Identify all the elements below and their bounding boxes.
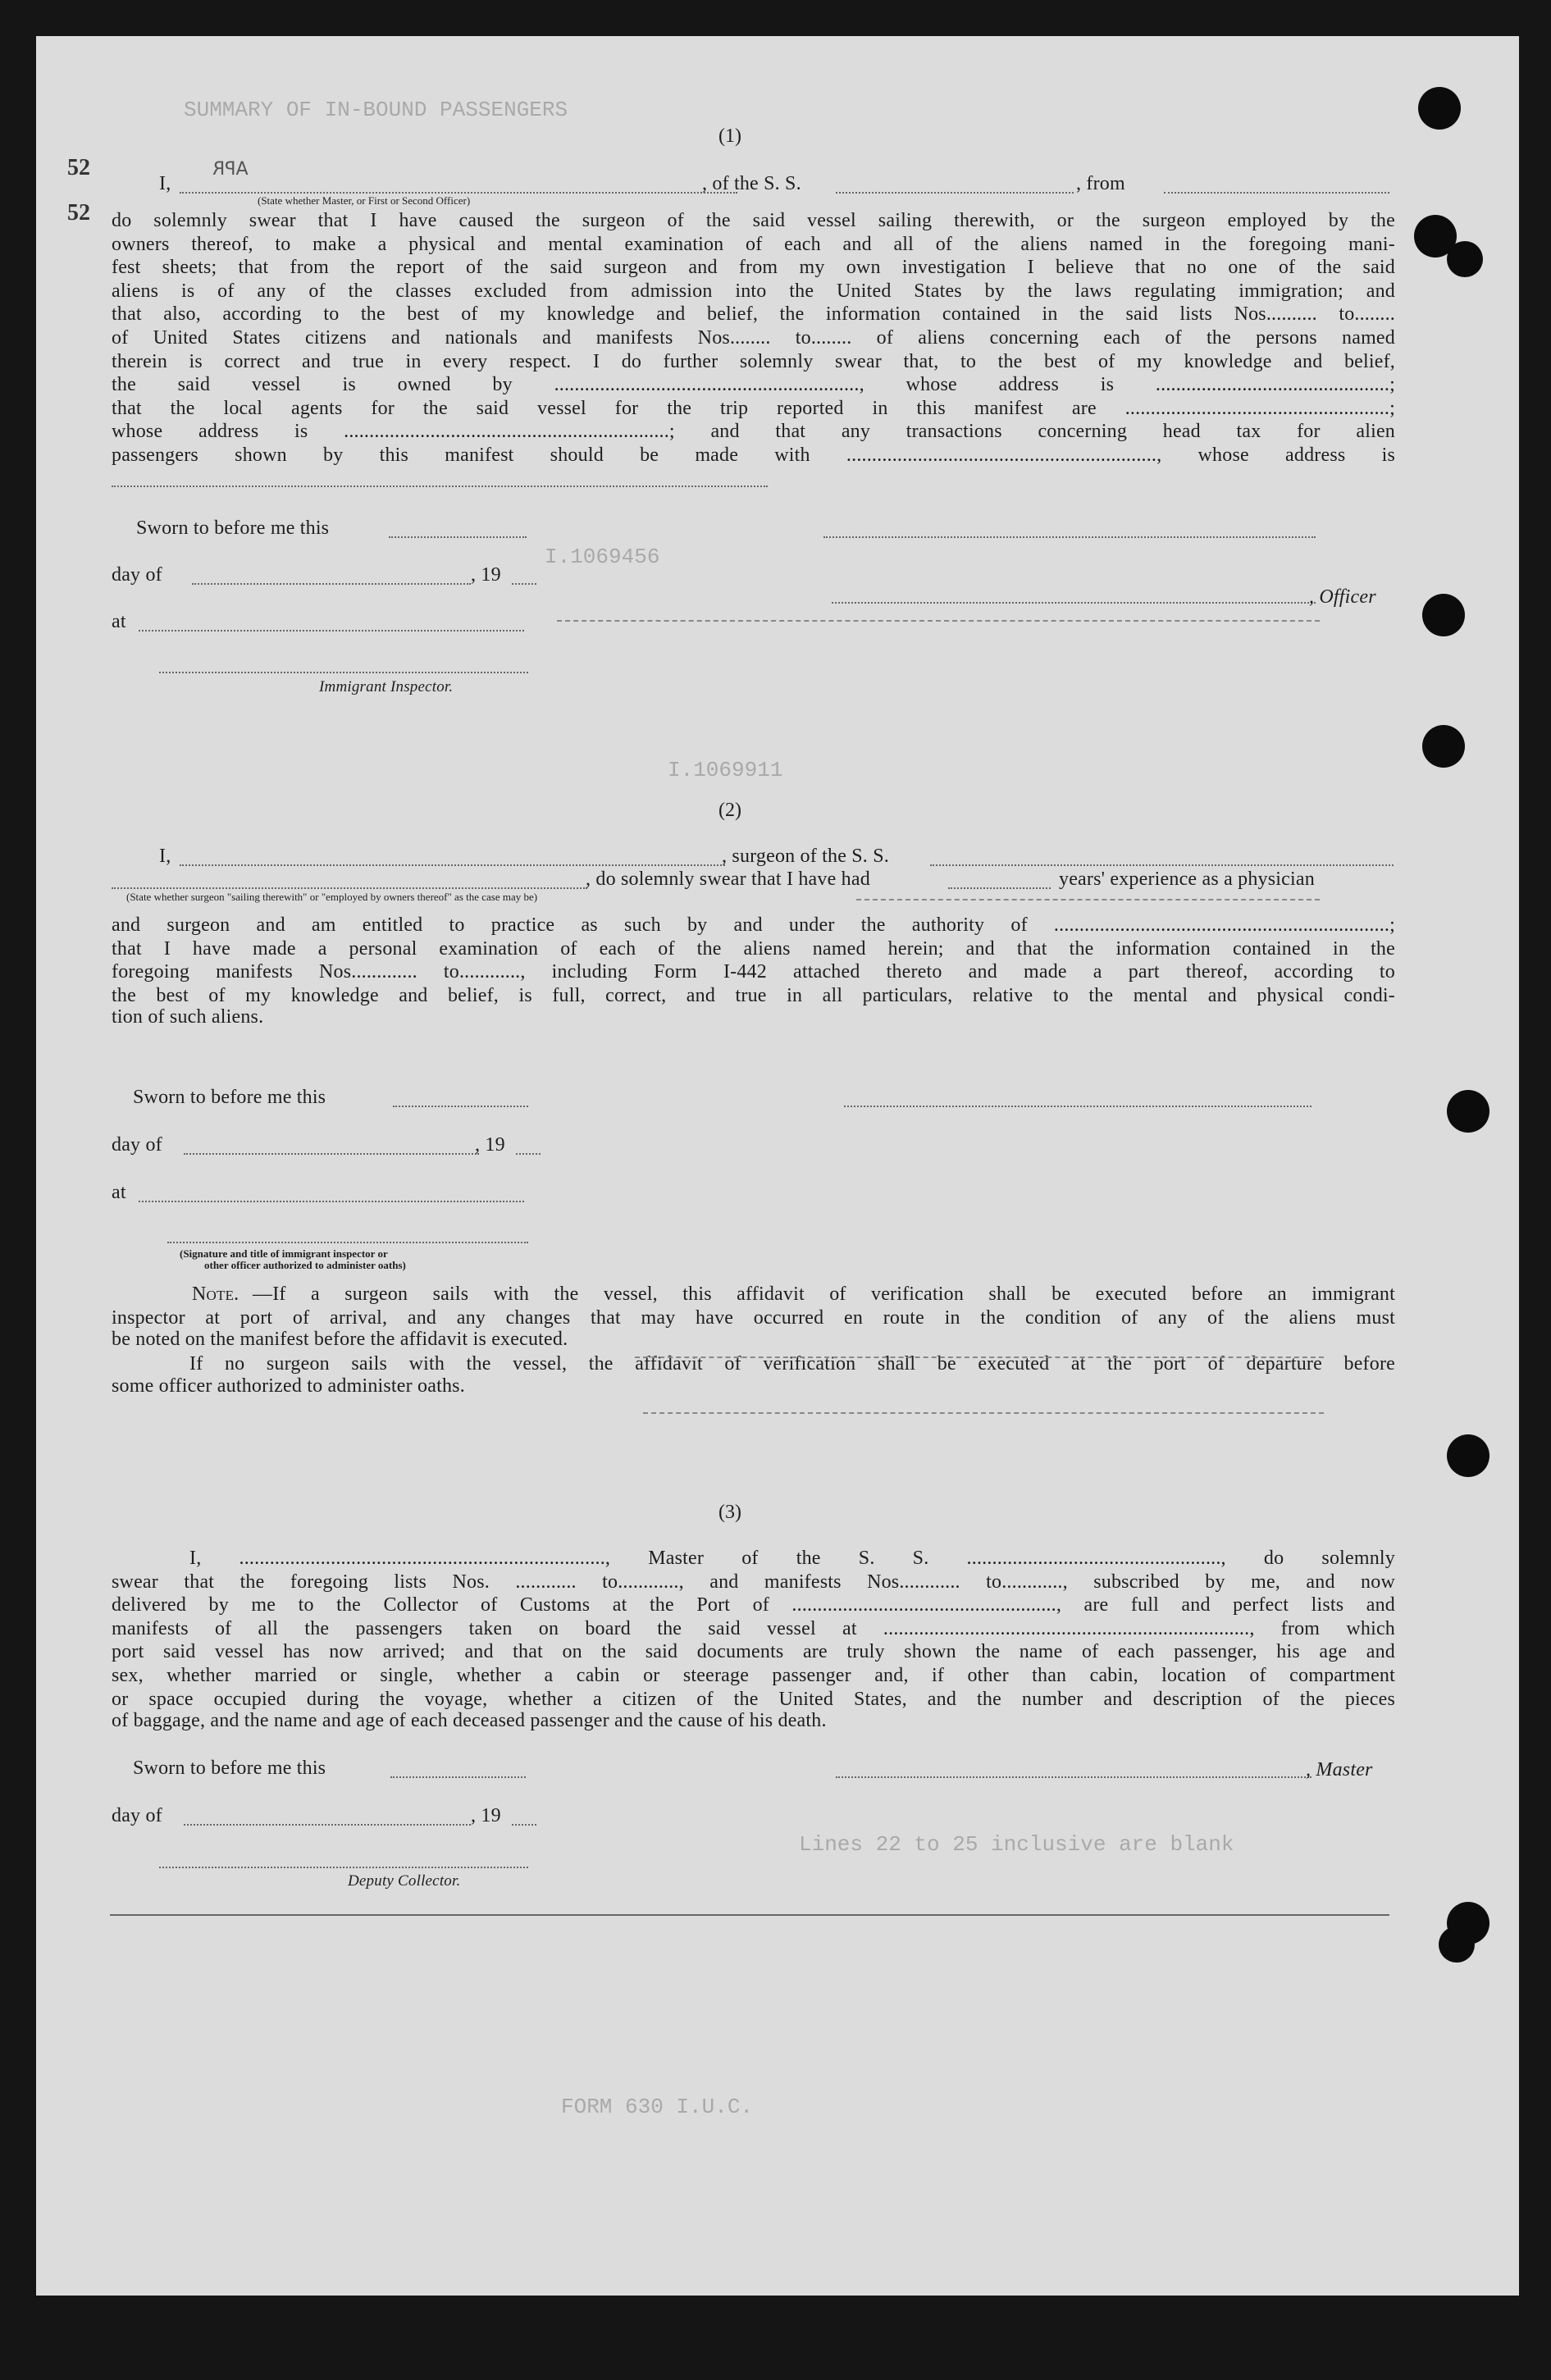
oath-paragraph-3 [112,1547,1395,1730]
at-label: at [112,1182,126,1203]
text-line: tion of such aliens. [112,1006,264,1028]
text-line: that also, according to the best of my knowledge and belief, the information contained in the said lists Nos.......... to........ [112,303,1395,326]
text-line: do solemnly swear that I have caused the surgeon of the said vessel sailing therewith, or the surgeon employed by the [112,210,1395,231]
text-line: I, ........................................................................, Master of the S. S. .................................................., do solemnly [189,1548,1395,1569]
text-line: or space occupied during the voyage, whether a citizen of the United States, and the number and description of the pieces [112,1688,1395,1710]
bleed-through: Lines 22 to 25 inclusive are blank [799,1832,1234,1857]
text-line: that I have made a personal examination of each of the aliens named herein; and that the information contained in the [112,937,1395,960]
binder-hole [1447,1434,1489,1477]
text-line: —If a surgeon sails with the vessel, this affidavit of verification shall be executed before an immigrant [253,1283,1395,1305]
text-line: therein is correct and true in every respect. I do further solemnly swear that, to the best of my knowledge and belief, [112,350,1395,372]
dashed-rule [856,899,1320,900]
day-label: day of [112,1134,162,1156]
signature-line [832,602,1316,604]
text-line: of baggage, and the name and age of each deceased passenger and the cause of his death. [112,1710,827,1732]
text-line: delivered by me to the Collector of Customs at the Port of ...................................................., are full and perfect lists and [112,1594,1395,1616]
bleed-through: SUMMARY OF IN-BOUND PASSENGERS [184,98,568,122]
binder-hole [1422,725,1465,768]
day-label: day of [112,1805,162,1826]
blank-line [393,1106,528,1107]
binder-hole [1447,241,1483,277]
oath-paragraph-2 [112,914,1395,1027]
document-page [36,36,1519,2296]
section-number: (2) [718,800,741,821]
signature-line [844,1106,1312,1107]
binder-hole [1418,87,1461,130]
text-line: foregoing manifests Nos............. to............, including Form I-442 attached thereto and made a part thereof, according to [112,961,1395,983]
blank-line [1164,192,1389,194]
note-label: Note. [192,1283,239,1305]
signature-line [836,1776,1312,1778]
year-label: , 19 [475,1134,505,1156]
blank-line [390,1776,526,1778]
at-label: at [112,611,126,632]
ship-label: , of the S. S. [702,173,801,194]
blank-line [184,1824,471,1826]
field-caption: (State whether surgeon "sailing therewith" or "employed by owners thereof" as the case may be) [126,891,538,903]
blank-line [139,630,524,631]
text-line: that the local agents for the said vessel for the trip reported in this manifest are ....................................................; [112,397,1395,419]
sworn-label: Sworn to before me this [133,1758,326,1779]
text-line: be noted on the manifest before the affidavit is executed. [112,1329,568,1351]
inspector-label: Immigrant Inspector. [319,678,454,695]
text-line: the best of my knowledge and belief, is full, correct, and true in all particulars, relative to the mental and physical condi- [112,984,1395,1006]
swear-label: , do solemnly swear that I have had [586,869,870,890]
signature-line [159,1867,528,1868]
bleed-through: I.1069456 [545,545,660,569]
text-line: some officer authorized to administer oaths. [112,1375,465,1397]
handwriting-note: APR [212,159,249,180]
year-label: , 19 [471,564,501,586]
dashed-rule [557,620,1320,622]
text-line: whose address is ................................................................; and that any transactions concerning head tax for alien [112,421,1395,443]
text-line: owners thereof, to make a physical and mental examination of each and all of the aliens named in the foregoing mani- [112,233,1395,255]
sworn-label: Sworn to before me this [136,517,330,539]
blank-line [516,1153,541,1155]
oath-paragraph-1 [112,209,1395,467]
from-label: , from [1076,173,1125,194]
blank-line [948,887,1051,889]
blank-line [112,486,768,487]
year-label: , 19 [471,1805,501,1826]
affiant-label: I, [159,173,171,194]
binder-hole [1439,1926,1475,1963]
blank-line [180,192,737,194]
margin-number: 52 [67,155,90,180]
blank-line [112,887,587,889]
signature-line [167,1242,528,1243]
text-line: of United States citizens and nationals and manifests Nos........ to........ of aliens concerning each of the persons named [112,326,1395,349]
signature-line [159,672,528,673]
binder-hole [1422,594,1465,636]
affiant-label: I, [159,846,171,867]
text-line: passengers shown by this manifest should be made with ............................................................., whose address is [112,444,1395,466]
text-line: sex, whether married or single, whether a cabin or steerage passenger and, if other than cabin, location of compartment [112,1664,1395,1686]
blank-line [512,583,536,585]
text-line: If no surgeon sails with the vessel, the affidavit of verification shall be executed at the port of departure before [189,1353,1395,1375]
signature-caption: other officer authorized to administer oaths) [204,1259,406,1271]
dashed-rule [635,1356,1324,1358]
binder-hole [1447,1090,1489,1133]
text-line: aliens is of any of the classes excluded from admission into the United States by the laws regulating immigration; and [112,280,1395,302]
bottom-rule [110,1914,1389,1916]
deputy-label: Deputy Collector. [348,1872,461,1890]
text-line: manifests of all the passengers taken on board the said vessel at ........................................................................, from which [112,1617,1395,1639]
text-line: inspector at port of arrival, and any changes that may have occurred en route in the condition of any of the aliens must [112,1306,1395,1329]
blank-line [389,536,527,538]
text-line: fest sheets; that from the report of the said surgeon and from my own investigation I believe that no one of the said [112,257,1395,279]
surgeon-label: , surgeon of the S. S. [722,846,889,867]
years-label: years' experience as a physician [1059,869,1315,890]
text-line: swear that the foregoing lists Nos. ............ to............, and manifests Nos............ to............, subscribed by me, and now [112,1571,1395,1593]
section-number: (3) [718,1502,741,1523]
blank-line [512,1824,536,1826]
blank-line [184,1153,479,1155]
field-caption: (State whether Master, or First or Second Officer) [258,194,471,207]
margin-number: 52 [67,200,90,226]
blank-line [192,583,471,585]
master-label: , Master [1306,1759,1373,1780]
text-line: port said vessel has now arrived; and that on the said documents are truly shown the name of each passenger, his age and [112,1641,1395,1663]
blank-line [836,192,1074,194]
signature-line [823,536,1316,538]
day-label: day of [112,564,162,586]
text-line: and surgeon and am entitled to practice as such by and under the authority of ..................................................................; [112,914,1395,936]
section-number: (1) [718,125,741,147]
bleed-through: I.1069911 [668,758,783,782]
note-paragraph [112,1283,1395,1396]
blank-line [930,864,1394,866]
signature-caption: (Signature and title of immigrant inspector or [180,1247,388,1260]
blank-line [139,1201,524,1202]
bleed-through: FORM 630 I.U.C. [561,2095,754,2119]
dashed-rule [643,1412,1324,1414]
sworn-label: Sworn to before me this [133,1087,326,1108]
officer-label: , Officer [1309,586,1376,608]
blank-line [180,864,725,866]
text-line: the said vessel is owned by ............................................................, whose address is ..............................................; [112,374,1395,396]
